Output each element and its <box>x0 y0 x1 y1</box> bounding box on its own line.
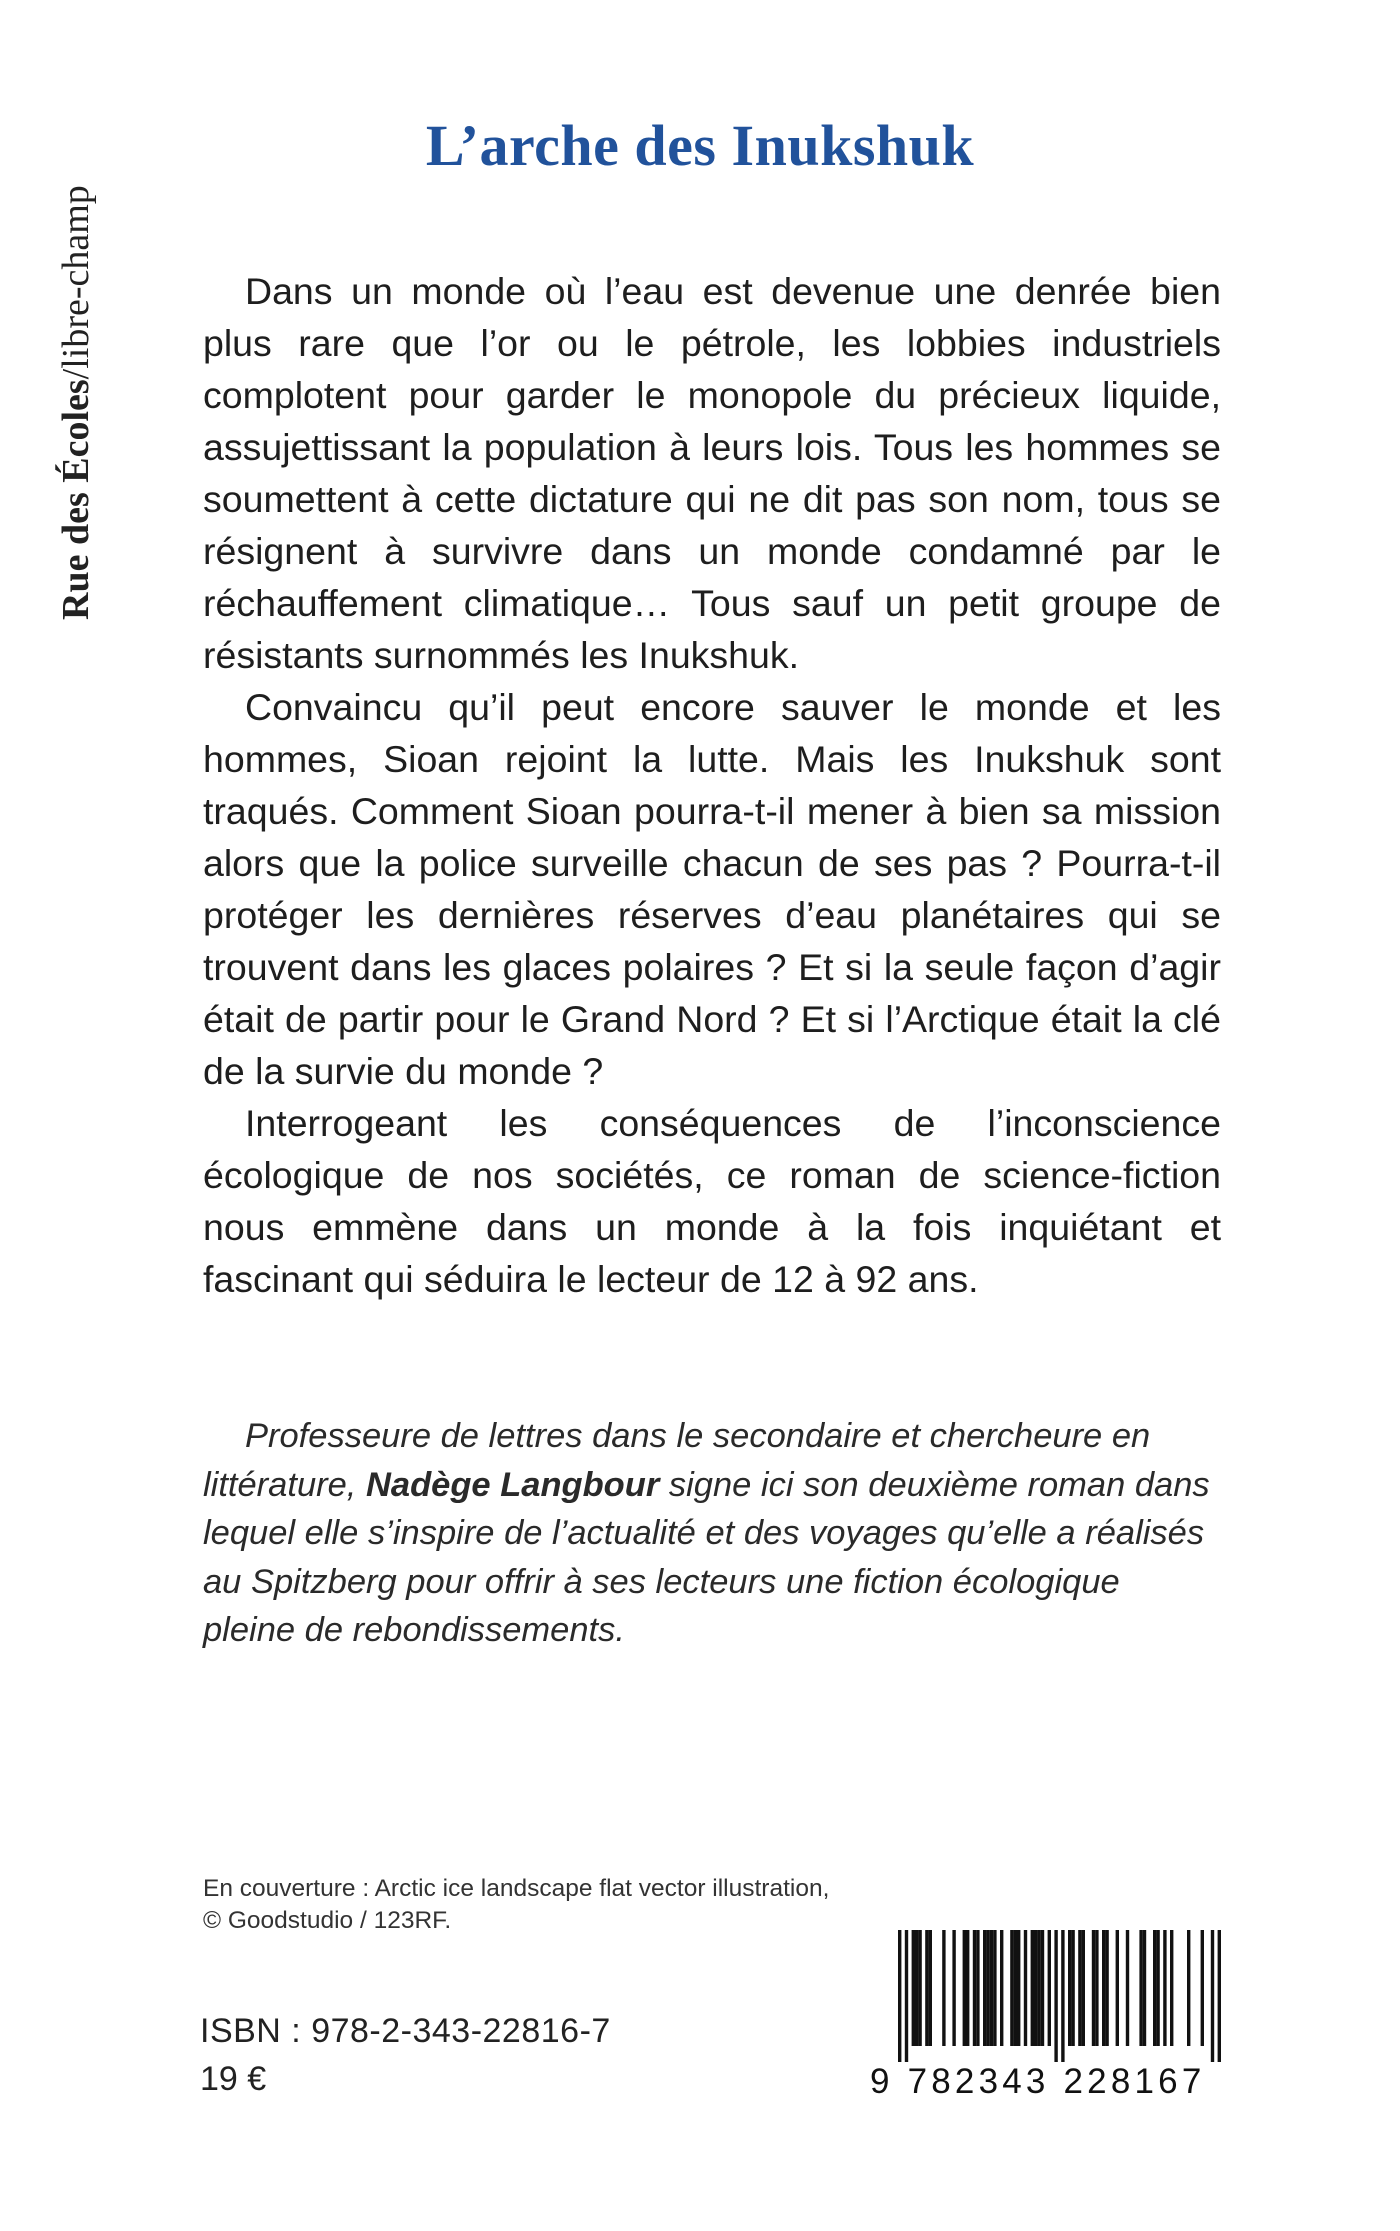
barcode-bar <box>1054 1930 1057 2062</box>
barcode-bar <box>1068 1930 1071 2046</box>
barcode-bar <box>1071 1930 1074 2046</box>
barcode-bar <box>976 1930 979 2046</box>
barcode-bar <box>1037 1930 1040 2046</box>
author-name: Nadège Langbour <box>365 1465 660 1504</box>
barcode-bar <box>1153 1930 1156 2046</box>
barcode-bar <box>1095 1930 1098 2046</box>
barcode-bar <box>983 1930 986 2046</box>
barcode-bar <box>1187 1930 1190 2046</box>
book-title: L’arche des Inukshuk <box>425 113 975 178</box>
barcode-bar <box>918 1930 921 2046</box>
barcode-bar <box>1211 1930 1214 2062</box>
barcode-bar <box>1014 1930 1017 2046</box>
barcode-bar <box>1048 1930 1051 2046</box>
spine-imprint <box>54 185 98 620</box>
barcode-bar <box>990 1930 993 2046</box>
barcode-bar <box>1116 1930 1119 2046</box>
barcode-bar <box>973 1930 976 2046</box>
barcode-bar <box>1061 1930 1064 2062</box>
barcode-bar <box>1031 1930 1034 2046</box>
barcode-bar <box>905 1930 908 2062</box>
collection-name: /libre-champ <box>55 185 97 380</box>
price: 19 € <box>200 2060 267 2098</box>
barcode-bar <box>986 1930 989 2046</box>
barcode-number: 9 782343 228167 <box>870 2062 1206 2101</box>
barcode-bars <box>870 1930 1230 2062</box>
barcode-bar <box>1143 1930 1146 2046</box>
isbn: ISBN : 978-2-343-22816-7 <box>200 2012 611 2050</box>
barcode-bar <box>1024 1930 1027 2046</box>
credits-line-2: © Goodstudio / 123RF. <box>203 1907 452 1934</box>
barcode-bar <box>1105 1930 1108 2046</box>
barcode-bar <box>898 1930 901 2062</box>
barcode-bar <box>1034 1930 1037 2046</box>
barcode-bar <box>942 1930 945 2046</box>
barcode-bar <box>929 1930 932 2046</box>
barcode-bar <box>1170 1930 1173 2046</box>
blurb-paragraph-2: Convaincu qu’il peut encore sauver le monde et les hommes, Sioan rejoint la lutte. Mais les Inukshuk sont traqués. Comment Sioan pourra-t-il mener à bien sa mission alors que la police surveille chacun de ses pas ? Pourra-t-il protéger les dernières réserves d’eau planétaires qui se trouvent dans les glaces polaires ? Et si la seule façon d’agir était de partir pour le Grand Nord ? Et si l’Arctique était la clé de la survie du monde ? <box>203 686 1221 1092</box>
blurb-paragraph-3: Interrogeant les conséquences de l’inconscience écologique de nos sociétés, ce roman de science-fiction nous emmène dans un monde à la fois inquiétant et fascinant qui séduira le lecteur de 12 à 92 ans. <box>203 1102 1221 1300</box>
bio-rest: signe ici son deuxième roman dans lequel elle s’inspire de l’actualité et des voyages qu’elle a réalisés au Spitzberg pour offrir à ses lecteurs une fiction écologique pleine de rebondissements. <box>203 1465 1210 1649</box>
barcode-bar <box>1082 1930 1085 2046</box>
imprint-name: Rue des Écoles <box>55 379 97 620</box>
barcode-bar <box>912 1930 915 2046</box>
bio-intro: Professeure de lettres dans le secondaire et chercheure en littérature, <box>203 1417 1151 1504</box>
barcode-bar <box>1000 1930 1003 2046</box>
barcode-bar <box>1163 1930 1166 2046</box>
blurb <box>203 265 1221 1305</box>
barcode-bar <box>1092 1930 1095 2046</box>
barcode-bar <box>1017 1930 1020 2046</box>
barcode-bar <box>915 1930 918 2046</box>
barcode-bar <box>1126 1930 1129 2046</box>
barcode-bar <box>1201 1930 1204 2046</box>
barcode-bar <box>1010 1930 1013 2046</box>
barcode-bar <box>1102 1930 1105 2046</box>
credits-line-1: En couverture : Arctic ice landscape flat vector illustration, <box>203 1875 830 1902</box>
author-bio <box>203 1412 1221 1655</box>
barcode-bar <box>966 1930 969 2046</box>
barcode-bar <box>1078 1930 1081 2046</box>
barcode-bar <box>952 1930 955 2046</box>
barcode <box>870 1930 1230 2100</box>
barcode-bar <box>963 1930 966 2046</box>
barcode-bar <box>1041 1930 1044 2046</box>
barcode-bar <box>993 1930 996 2046</box>
blurb-paragraph-1: Dans un monde où l’eau est devenue une denrée bien plus rare que l’or ou le pétrole, les lobbies industriels complotent pour garder le monopole du précieux liquide, assujettissant la population à leurs lois. Tous les hommes se soumettent à cette dictature qui ne dit pas son nom, tous se résignent à survivre dans un monde condamné par le réchauffement climatique… Tous sauf un petit groupe de résistants surnommés les Inukshuk. <box>203 270 1221 676</box>
cover-credits <box>203 1873 829 1937</box>
barcode-bar <box>925 1930 928 2046</box>
barcode-bar <box>1156 1930 1159 2046</box>
author-bio-text <box>203 1412 1221 1655</box>
barcode-bar <box>1139 1930 1142 2046</box>
barcode-bar <box>1218 1930 1221 2062</box>
